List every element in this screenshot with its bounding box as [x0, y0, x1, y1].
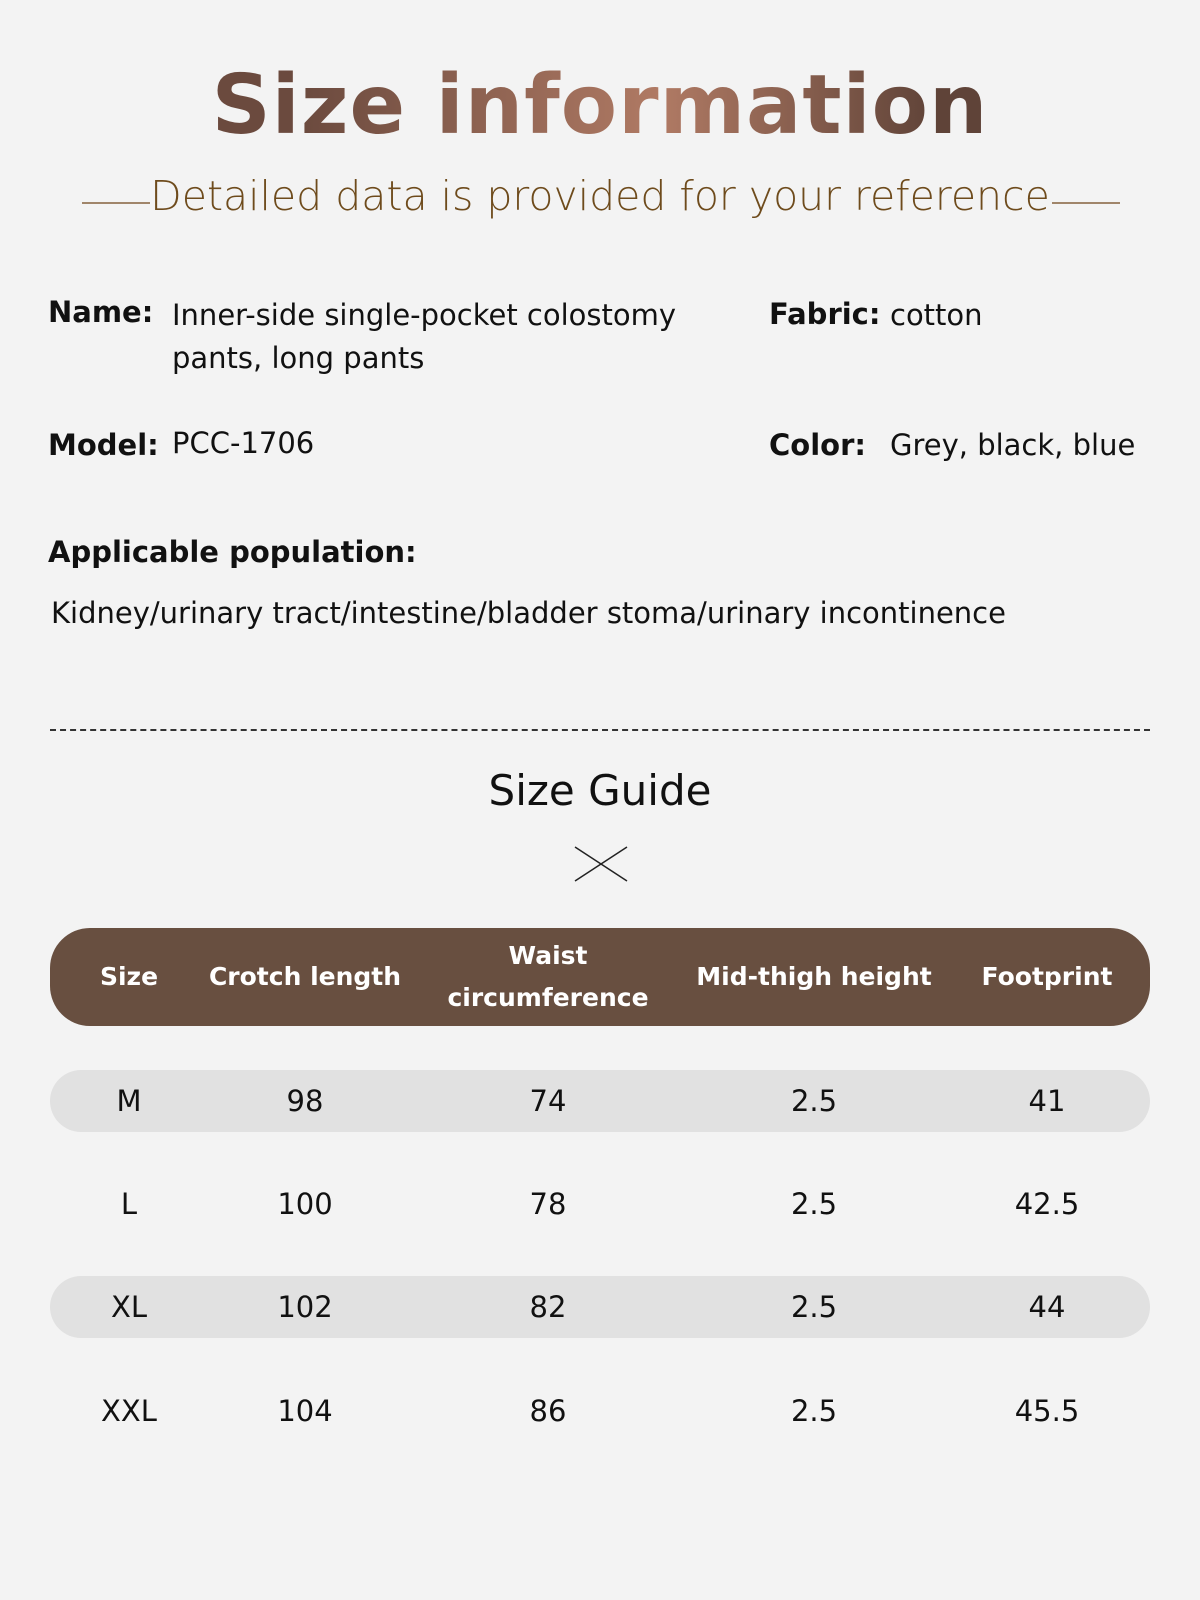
fabric-value: cotton	[890, 298, 983, 332]
population-value: Kidney/urinary tract/intestine/bladder stoma/urinary incontinence	[51, 596, 1006, 630]
table-cell: 102	[277, 1290, 333, 1324]
table-cell: 104	[277, 1394, 333, 1428]
model-value: PCC-1706	[172, 426, 315, 460]
table-row	[50, 1276, 1150, 1338]
table-cell: XL	[110, 1290, 148, 1324]
divider-right	[1052, 202, 1120, 204]
waist-line2: circumference	[447, 983, 649, 1012]
name-value	[172, 294, 676, 380]
name-value-line2: pants, long pants	[172, 341, 425, 375]
size-table-header	[50, 928, 1150, 1026]
dashed-divider	[50, 729, 1150, 731]
column-header-waist	[428, 928, 668, 1026]
color-label: Color:	[769, 428, 866, 462]
column-header-mid-thigh: Mid-thigh height	[696, 962, 932, 991]
name-label: Name:	[48, 295, 154, 329]
column-header-size: Size	[99, 962, 159, 991]
table-cell: 2.5	[790, 1084, 838, 1118]
fabric-label: Fabric:	[769, 297, 881, 331]
page-subtitle: Detailed data is provided for your reference	[150, 172, 1050, 220]
table-cell: 2.5	[790, 1187, 838, 1221]
column-header-footprint: Footprint	[981, 962, 1113, 991]
population-label: Applicable population:	[48, 535, 417, 569]
model-label: Model:	[48, 428, 159, 462]
table-cell: 41	[1028, 1084, 1066, 1118]
page-title: Size information	[0, 58, 1200, 153]
cross-decoration-icon	[574, 846, 628, 882]
table-cell: 74	[529, 1084, 567, 1118]
table-cell: 44	[1028, 1290, 1066, 1324]
table-cell: 82	[529, 1290, 567, 1324]
table-cell: 86	[529, 1394, 567, 1428]
table-cell: 100	[277, 1187, 333, 1221]
table-cell: 78	[529, 1187, 567, 1221]
name-value-line1: Inner-side single-pocket colostomy	[172, 298, 677, 332]
table-cell: 45.5	[1014, 1394, 1080, 1428]
table-cell: M	[116, 1084, 142, 1118]
size-guide-title: Size Guide	[488, 766, 712, 815]
table-cell: 42.5	[1014, 1187, 1080, 1221]
table-row	[50, 1070, 1150, 1132]
column-header-crotch-length: Crotch length	[208, 962, 402, 991]
waist-line1: Waist	[508, 941, 588, 970]
table-cell: XXL	[101, 1394, 157, 1428]
table-row	[50, 1380, 1150, 1442]
color-value: Grey, black, blue	[890, 428, 1136, 462]
table-row	[50, 1173, 1150, 1235]
table-cell: 98	[286, 1084, 324, 1118]
table-cell: L	[120, 1187, 138, 1221]
table-cell: 2.5	[790, 1394, 838, 1428]
table-cell: 2.5	[790, 1290, 838, 1324]
